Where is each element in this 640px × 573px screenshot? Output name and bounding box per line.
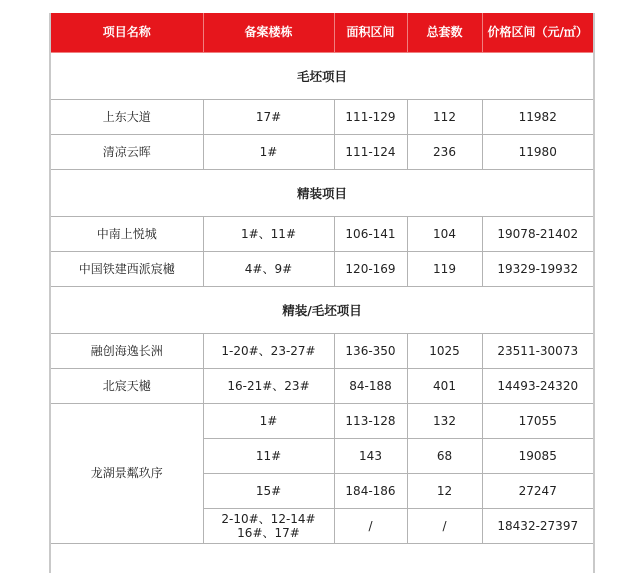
building-cell: 1# xyxy=(203,404,334,439)
price-cell: 19078-21402 xyxy=(482,217,593,252)
area-cell: 84-188 xyxy=(334,369,407,404)
project-name-cell: 中南上悦城 xyxy=(51,217,203,252)
table-row xyxy=(51,369,593,404)
price-cell: 14493-24320 xyxy=(482,369,593,404)
section-title: 精装项目 xyxy=(51,170,593,217)
project-price-table xyxy=(51,13,593,544)
units-cell: / xyxy=(407,509,482,544)
table-frame xyxy=(49,13,595,573)
project-name-cell: 北宸天樾 xyxy=(51,369,203,404)
area-cell: 111-129 xyxy=(334,100,407,135)
area-cell: 136-350 xyxy=(334,334,407,369)
table-row xyxy=(51,100,593,135)
units-cell: 68 xyxy=(407,439,482,474)
building-line: 2-10#、12-14# xyxy=(221,512,316,526)
area-cell: 106-141 xyxy=(334,217,407,252)
table-header xyxy=(51,13,593,53)
units-cell: 104 xyxy=(407,217,482,252)
section-row xyxy=(51,53,593,100)
units-cell: 401 xyxy=(407,369,482,404)
price-cell: 11982 xyxy=(482,100,593,135)
area-cell: 184-186 xyxy=(334,474,407,509)
header-building: 备案楼栋 xyxy=(203,13,334,53)
building-cell: 1# xyxy=(203,135,334,170)
building-cell: 17# xyxy=(203,100,334,135)
section-row xyxy=(51,170,593,217)
building-line: 16#、17# xyxy=(237,526,300,540)
price-cell: 19085 xyxy=(482,439,593,474)
header-price: 价格区间（元/㎡） xyxy=(482,13,593,53)
header-project-name: 项目名称 xyxy=(51,13,203,53)
table-row xyxy=(51,334,593,369)
units-cell: 12 xyxy=(407,474,482,509)
area-cell: 143 xyxy=(334,439,407,474)
project-name-cell: 上东大道 xyxy=(51,100,203,135)
table-body xyxy=(51,53,593,544)
building-cell: 4#、9# xyxy=(203,252,334,287)
units-cell: 1025 xyxy=(407,334,482,369)
header-units: 总套数 xyxy=(407,13,482,53)
table-row xyxy=(51,404,593,439)
price-cell: 17055 xyxy=(482,404,593,439)
units-cell: 236 xyxy=(407,135,482,170)
header-area: 面积区间 xyxy=(334,13,407,53)
section-title: 毛坯项目 xyxy=(51,53,593,100)
area-cell: 113-128 xyxy=(334,404,407,439)
project-name-cell: 龙湖景粼玖序 xyxy=(51,404,203,544)
price-cell: 27247 xyxy=(482,474,593,509)
area-cell: 120-169 xyxy=(334,252,407,287)
building-cell: 1-20#、23-27# xyxy=(203,334,334,369)
section-title: 精装/毛坯项目 xyxy=(51,287,593,334)
table-row xyxy=(51,217,593,252)
section-row xyxy=(51,287,593,334)
table-row xyxy=(51,252,593,287)
price-cell: 23511-30073 xyxy=(482,334,593,369)
price-cell: 19329-19932 xyxy=(482,252,593,287)
project-name-cell: 融创海逸长洲 xyxy=(51,334,203,369)
area-cell: / xyxy=(334,509,407,544)
area-cell: 111-124 xyxy=(334,135,407,170)
project-name-cell: 清凉云晖 xyxy=(51,135,203,170)
units-cell: 132 xyxy=(407,404,482,439)
building-cell: 16-21#、23# xyxy=(203,369,334,404)
building-cell: 15# xyxy=(203,474,334,509)
units-cell: 112 xyxy=(407,100,482,135)
table-row xyxy=(51,135,593,170)
building-cell: 11# xyxy=(203,439,334,474)
building-cell xyxy=(203,509,334,544)
building-cell: 1#、11# xyxy=(203,217,334,252)
price-cell: 18432-27397 xyxy=(482,509,593,544)
price-cell: 11980 xyxy=(482,135,593,170)
project-name-cell: 中国铁建西派宸樾 xyxy=(51,252,203,287)
units-cell: 119 xyxy=(407,252,482,287)
